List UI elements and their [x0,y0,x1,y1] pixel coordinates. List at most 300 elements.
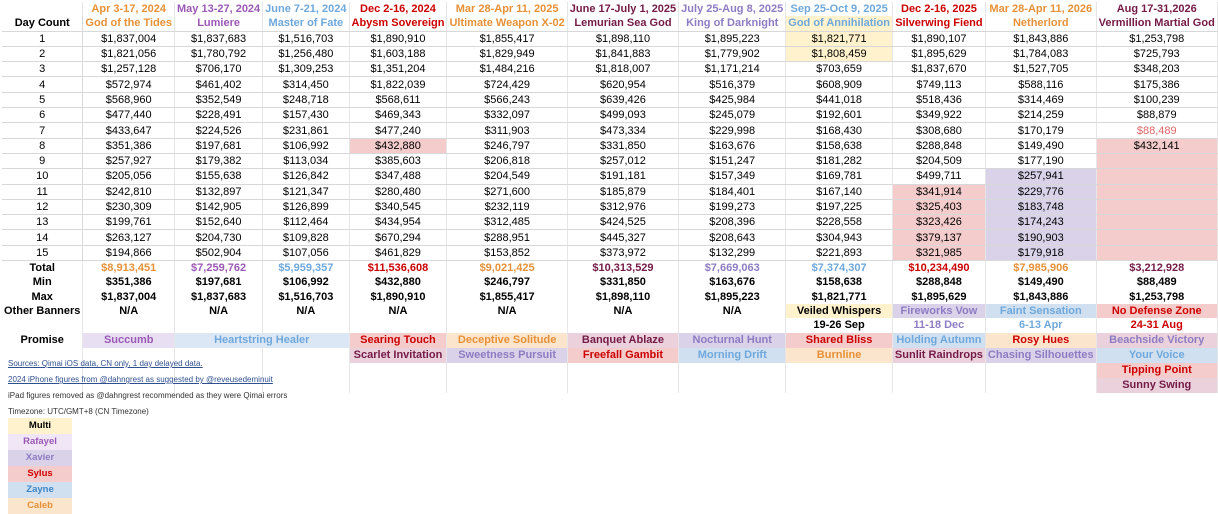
revenue-cell: $190,903 [985,230,1096,245]
revenue-cell: $473,334 [567,123,678,138]
revenue-cell: $157,430 [263,108,349,123]
revenue-cell: $461,829 [349,245,447,260]
revenue-cell: $1,855,417 [447,31,567,46]
revenue-cell: $204,549 [447,169,567,184]
revenue-cell: $308,680 [892,123,985,138]
revenue-cell: $1,780,792 [175,46,263,61]
spacer [567,318,678,332]
banner-date: Mar 28-Apr 11, 2026 [985,2,1096,16]
revenue-cell: $151,247 [679,153,786,168]
revenue-cell [1096,169,1217,184]
revenue-cell: $1,779,902 [679,46,786,61]
revenue-cell: $158,638 [786,138,893,153]
revenue-cell: $197,681 [175,138,263,153]
revenue-cell: $142,905 [175,199,263,214]
banner-date: Dec 2-16, 2025 [892,2,985,16]
day-number: 5 [2,92,83,107]
day-number: 12 [2,199,83,214]
revenue-cell: $113,034 [263,153,349,168]
revenue-cell: $204,730 [175,230,263,245]
spacer [567,378,678,393]
revenue-cell: $1,256,480 [263,46,349,61]
revenue-cell: $152,640 [175,215,263,230]
total-cell: $9,021,425 [447,261,567,276]
banner-date: Mar 28-Apr 11, 2025 [447,2,567,16]
max-cell: $1,253,798 [1096,290,1217,304]
revenue-cell: $242,810 [83,184,175,199]
day-row [2,230,1217,245]
min-cell: $158,638 [786,275,893,289]
max-cell: $1,855,417 [447,290,567,304]
revenue-cell: $229,998 [679,123,786,138]
max-cell: $1,821,771 [786,290,893,304]
revenue-cell: $351,386 [83,138,175,153]
banner-header-row [2,16,1217,31]
revenue-cell: $608,909 [786,77,893,92]
spacer [447,378,567,393]
promise-row-1 [2,333,1217,348]
revenue-cell: $314,450 [263,77,349,92]
revenue-cell: $461,402 [175,77,263,92]
revenue-cell: $1,898,110 [567,31,678,46]
min-cell: $331,850 [567,275,678,289]
banner-name: Abysm Sovereign [349,16,447,31]
banner-name: Master of Fate [263,16,349,31]
legend-sylus: Sylus [8,466,72,482]
revenue-cell: $230,309 [83,199,175,214]
revenue-cell: $157,349 [679,169,786,184]
promise-cell: Rosy Hues [985,333,1096,348]
banner-name: Lemurian Sea God [567,16,678,31]
revenue-cell: $199,273 [679,199,786,214]
revenue-cell: $1,895,629 [892,46,985,61]
revenue-cell: $424,525 [567,215,678,230]
revenue-cell: $340,545 [349,199,447,214]
revenue-cell: $206,818 [447,153,567,168]
revenue-cell: $106,992 [263,138,349,153]
day-number: 6 [2,108,83,123]
revenue-cell: $221,893 [786,245,893,260]
revenue-cell: $749,113 [892,77,985,92]
banner-date: Dec 2-16, 2024 [349,2,447,16]
revenue-cell: $348,203 [1096,62,1217,77]
revenue-cell [1096,184,1217,199]
other-banner-cell: N/A [83,304,175,318]
revenue-cell: $352,549 [175,92,263,107]
other-banner-cell: Faint Sensation [985,304,1096,318]
revenue-cell: $107,056 [263,245,349,260]
spacer [786,363,893,378]
revenue-cell: $88,879 [1096,108,1217,123]
min-cell: $432,880 [349,275,447,289]
revenue-cell: $194,866 [83,245,175,260]
revenue-cell: $1,822,039 [349,77,447,92]
revenue-cell: $1,837,683 [175,31,263,46]
revenue-cell: $518,436 [892,92,985,107]
revenue-cell: $153,852 [447,245,567,260]
banner-name: Netherlord [985,16,1096,31]
revenue-cell: $228,491 [175,108,263,123]
promise-cell: Your Voice [1096,348,1217,363]
revenue-cell: $349,922 [892,108,985,123]
revenue-cell: $1,253,798 [1096,31,1217,46]
revenue-cell: $169,781 [786,169,893,184]
max-cell: $1,895,629 [892,290,985,304]
revenue-cell: $379,137 [892,230,985,245]
revenue-cell: $670,294 [349,230,447,245]
promise-cell: Chasing Silhouettes [985,348,1096,363]
revenue-cell: $325,403 [892,199,985,214]
other-banner-cell: No Defense Zone [1096,304,1217,318]
revenue-cell: $1,890,107 [892,31,985,46]
revenue-cell: $204,509 [892,153,985,168]
revenue-cell: $432,880 [349,138,447,153]
max-cell: $1,516,703 [263,290,349,304]
revenue-cell: $434,954 [349,215,447,230]
spacer [263,363,349,378]
revenue-cell: $224,526 [175,123,263,138]
revenue-cell: $312,976 [567,199,678,214]
note-sources: Sources: Qimai iOS data, CN only, 1 day delayed data. [8,359,203,368]
revenue-cell: $181,282 [786,153,893,168]
day-row [2,184,1217,199]
revenue-cell: $425,984 [679,92,786,107]
other-banner-date: 6-13 Apr [985,318,1096,332]
spacer [263,348,349,363]
revenue-cell: $257,927 [83,153,175,168]
legend-rafayel: Rafayel [8,434,72,450]
revenue-cell [1096,199,1217,214]
other-banner-cell: N/A [447,304,567,318]
other-banner-cell: N/A [349,304,447,318]
banner-date: Aug 17-31,2026 [1096,2,1217,16]
revenue-cell: $502,904 [175,245,263,260]
revenue-cell: $197,225 [786,199,893,214]
spacer [349,363,447,378]
revenue-cell: $321,985 [892,245,985,260]
other-banner-cell: N/A [679,304,786,318]
day-row [2,245,1217,260]
min-cell: $106,992 [263,275,349,289]
revenue-cell: $639,426 [567,92,678,107]
note-iphone: 2024 iPhone figures from @dahngrest as suggested by @reveusedeminuit [8,375,273,384]
revenue-cell: $257,941 [985,169,1096,184]
revenue-cell: $231,861 [263,123,349,138]
promise-cell: Shared Bliss [786,333,893,348]
max-cell: $1,837,683 [175,290,263,304]
revenue-cell: $433,647 [83,123,175,138]
revenue-cell: $323,426 [892,215,985,230]
promise-cell: Beachside Victory [1096,333,1217,348]
day-number: 1 [2,31,83,46]
promise-cell: Nocturnal Hunt [679,333,786,348]
spacer [892,378,985,393]
revenue-cell: $477,240 [349,123,447,138]
revenue-cell: $568,611 [349,92,447,107]
revenue-cell: $245,079 [679,108,786,123]
revenue-cell: $1,808,459 [786,46,893,61]
revenue-cell: $100,239 [1096,92,1217,107]
spacer [985,363,1096,378]
revenue-cell: $1,821,771 [786,31,893,46]
revenue-cell: $175,386 [1096,77,1217,92]
legend-xavier: Xavier [8,450,72,466]
revenue-cell: $184,401 [679,184,786,199]
min-cell: $246,797 [447,275,567,289]
day-number: 15 [2,245,83,260]
max-cell: $1,837,004 [83,290,175,304]
min-row [2,275,1217,289]
spacer [679,378,786,393]
revenue-cell [1096,245,1217,260]
promise-cell: Scarlet Invitation [349,348,447,363]
banner-date: June 7-21, 2024 [263,2,349,16]
promise-cell: Tipping Point [1096,363,1217,378]
revenue-cell: $499,711 [892,169,985,184]
promise-cell: Sunny Swing [1096,378,1217,393]
revenue-cell: $572,974 [83,77,175,92]
revenue-cell: $229,776 [985,184,1096,199]
revenue-cell: $724,429 [447,77,567,92]
total-row [2,261,1217,276]
total-cell: $3,212,928 [1096,261,1217,276]
min-cell: $288,848 [892,275,985,289]
day-number: 2 [2,46,83,61]
note-ipad: iPad figures removed as @dahngrest recommended as they were Qimai errors [8,391,288,400]
revenue-cell: $179,382 [175,153,263,168]
promise-cell: Freefall Gambit [567,348,678,363]
revenue-cell: $1,841,883 [567,46,678,61]
day-number: 10 [2,169,83,184]
revenue-cell: $228,558 [786,215,893,230]
day-row [2,123,1217,138]
promise-cell: Searing Touch [349,333,447,348]
legend-zayne: Zayne [8,482,72,498]
spacer [892,363,985,378]
revenue-cell: $499,093 [567,108,678,123]
other-banner-cell: Fireworks Vow [892,304,985,318]
spacer [447,318,567,332]
revenue-cell: $248,718 [263,92,349,107]
spacer [2,318,83,332]
legend-caleb: Caleb [8,498,72,514]
revenue-cell [1096,153,1217,168]
revenue-cell: $312,485 [447,215,567,230]
revenue-cell: $1,837,670 [892,62,985,77]
revenue-cell: $232,119 [447,199,567,214]
promise-cell: Heartstring Healer [175,333,350,348]
day-row [2,153,1217,168]
day-number: 11 [2,184,83,199]
spacer [679,363,786,378]
day-number: 3 [2,62,83,77]
revenue-cell: $331,850 [567,138,678,153]
revenue-cell: $257,012 [567,153,678,168]
promise-cell: Succumb [83,333,175,348]
revenue-cell: $1,484,216 [447,62,567,77]
revenue-cell: $191,181 [567,169,678,184]
banner-name: King of Darknight [679,16,786,31]
revenue-cell: $1,171,214 [679,62,786,77]
revenue-cell: $288,848 [892,138,985,153]
day-row [2,92,1217,107]
banner-name: God of the Tides [83,16,175,31]
revenue-cell: $588,116 [985,77,1096,92]
day-row [2,215,1217,230]
spacer [679,318,786,332]
banner-name: God of Annihilation [786,16,893,31]
revenue-cell: $1,843,886 [985,31,1096,46]
day-number: 14 [2,230,83,245]
total-cell: $10,313,529 [567,261,678,276]
spacer [349,378,447,393]
revenue-cell: $1,257,128 [83,62,175,77]
promise-cell: Sweetness Pursuit [447,348,567,363]
revenue-cell [1096,230,1217,245]
total-label: Total [2,261,83,276]
revenue-cell: $179,918 [985,245,1096,260]
banner-date: June 17-July 1, 2025 [567,2,678,16]
revenue-cell: $208,643 [679,230,786,245]
other-banner-date: 11-18 Dec [892,318,985,332]
corner-cell [2,2,83,16]
promise-cell: Sunlit Raindrops [892,348,985,363]
total-cell: $7,374,307 [786,261,893,276]
revenue-cell: $132,299 [679,245,786,260]
day-row [2,138,1217,153]
revenue-cell: $341,914 [892,184,985,199]
revenue-cell: $1,818,007 [567,62,678,77]
spacer [447,363,567,378]
day-count-label: Day Count [2,16,83,31]
max-row [2,290,1217,304]
revenue-cell: $347,488 [349,169,447,184]
revenue-cell: $177,190 [985,153,1096,168]
banner-name: Ultimate Weapon X-02 [447,16,567,31]
day-number: 4 [2,77,83,92]
total-cell: $5,959,357 [263,261,349,276]
min-cell: $197,681 [175,275,263,289]
revenue-cell: $432,141 [1096,138,1217,153]
revenue-cell: $373,972 [567,245,678,260]
revenue-cell: $1,821,056 [83,46,175,61]
other-banner-date: 24-31 Aug [1096,318,1217,332]
date-header-row [2,2,1217,16]
revenue-cell: $214,259 [985,108,1096,123]
spacer [786,378,893,393]
revenue-cell: $155,638 [175,169,263,184]
revenue-cell: $185,879 [567,184,678,199]
day-row [2,46,1217,61]
revenue-cell: $149,490 [985,138,1096,153]
revenue-cell: $208,396 [679,215,786,230]
revenue-cell: $126,842 [263,169,349,184]
banner-name: Silverwing Fiend [892,16,985,31]
revenue-cell: $174,243 [985,215,1096,230]
min-label: Min [2,275,83,289]
min-cell: $149,490 [985,275,1096,289]
revenue-cell: $1,829,949 [447,46,567,61]
revenue-cell: $246,797 [447,138,567,153]
min-cell: $163,676 [679,275,786,289]
day-number: 7 [2,123,83,138]
revenue-cell: $566,243 [447,92,567,107]
spacer [83,318,175,332]
banner-name: Vermillion Martial God [1096,16,1217,31]
revenue-cell: $205,056 [83,169,175,184]
revenue-cell: $280,480 [349,184,447,199]
other-banner-date: 19-26 Sep [786,318,893,332]
banner-date: May 13-27, 2024 [175,2,263,16]
revenue-cell: $1,895,223 [679,31,786,46]
banner-name: Lumiere [175,16,263,31]
revenue-cell: $314,469 [985,92,1096,107]
promise-cell: Morning Drift [679,348,786,363]
revenue-cell: $271,600 [447,184,567,199]
revenue-cell: $168,430 [786,123,893,138]
spacer [567,363,678,378]
total-cell: $8,913,451 [83,261,175,276]
revenue-cell: $1,516,703 [263,31,349,46]
revenue-cell: $304,943 [786,230,893,245]
max-cell: $1,895,223 [679,290,786,304]
total-cell: $7,985,906 [985,261,1096,276]
spacer [175,318,263,332]
total-cell: $10,234,490 [892,261,985,276]
other-banner-cell: N/A [567,304,678,318]
revenue-cell: $1,837,004 [83,31,175,46]
day-number: 9 [2,153,83,168]
day-row [2,108,1217,123]
revenue-cell: $1,309,253 [263,62,349,77]
spacer [263,318,349,332]
revenue-cell: $183,748 [985,199,1096,214]
revenue-cell: $121,347 [263,184,349,199]
revenue-cell: $112,464 [263,215,349,230]
banner-date: Sep 25-Oct 9, 2025 [786,2,893,16]
revenue-cell: $170,179 [985,123,1096,138]
total-cell: $7,669,063 [679,261,786,276]
revenue-cell: $469,343 [349,108,447,123]
revenue-cell: $263,127 [83,230,175,245]
revenue-cell: $288,951 [447,230,567,245]
promise-cell: Holding Autumn [892,333,985,348]
max-cell: $1,843,886 [985,290,1096,304]
total-cell: $7,259,762 [175,261,263,276]
min-cell: $351,386 [83,275,175,289]
day-number: 13 [2,215,83,230]
revenue-cell: $1,784,083 [985,46,1096,61]
day-row [2,77,1217,92]
revenue-cell: $1,351,204 [349,62,447,77]
day-row [2,62,1217,77]
revenue-cell: $109,828 [263,230,349,245]
promise-cell: Banquet Ablaze [567,333,678,348]
revenue-cell: $1,890,910 [349,31,447,46]
revenue-table [2,2,1218,393]
legend-multi: Multi [8,418,72,434]
revenue-cell: $88,489 [1096,123,1217,138]
revenue-cell: $477,440 [83,108,175,123]
revenue-cell: $725,793 [1096,46,1217,61]
min-cell: $88,489 [1096,275,1217,289]
max-cell: $1,890,910 [349,290,447,304]
revenue-cell: $163,676 [679,138,786,153]
revenue-cell: $167,140 [786,184,893,199]
revenue-cell: $445,327 [567,230,678,245]
revenue-cell: $516,379 [679,77,786,92]
day-row [2,31,1217,46]
